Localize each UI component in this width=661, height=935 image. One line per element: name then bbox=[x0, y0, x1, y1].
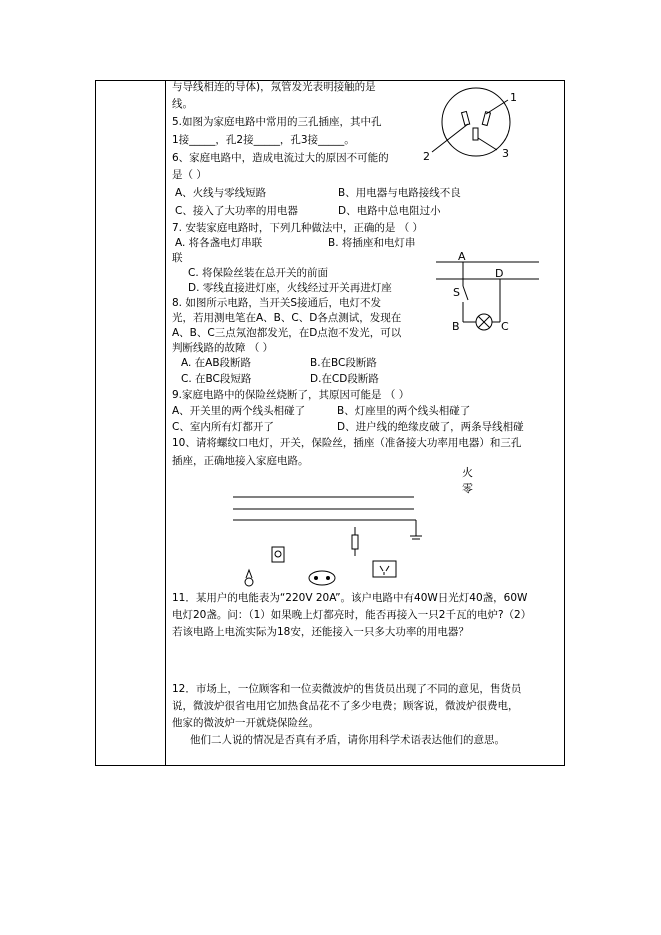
option-7b-cont: 联 bbox=[172, 252, 183, 264]
question-12: 说，微波炉很省电用它加热食品花不了多少电费；顾客说，微波炉很费电， bbox=[172, 700, 519, 712]
option-7a: A. 将各盏电灯串联 bbox=[175, 237, 263, 249]
option-6a: A、火线与零线短路 bbox=[175, 187, 267, 199]
option-6b: B、用电器与电路接线不良 bbox=[338, 187, 461, 199]
question-6: 6、家庭电路中，造成电流过大的原因不可能的 bbox=[172, 152, 389, 164]
socket-label-1: 1 bbox=[510, 91, 517, 104]
option-6c: C、接入了大功率的用电器 bbox=[175, 205, 298, 217]
question-8: 判断线路的故障 （ ） bbox=[172, 342, 274, 354]
question-10: 10、请将螺纹口电灯，开关，保险丝，插座（准备接大功率用电器）和三孔 bbox=[172, 437, 522, 449]
question-12: 他们二人说的情况是否真有矛盾，请你用科学术语表达他们的意思。 bbox=[190, 734, 505, 746]
question-5: 5.如图为家庭电路中常用的三孔插座，其中孔 bbox=[172, 116, 382, 128]
question-11: 11．某用户的电能表为“220V 20A”。该户电路中有40W日光灯40盏，60W bbox=[172, 592, 528, 604]
question-11: 电灯20盏。问：（1）如果晚上灯都亮时，能否再接入一只2千瓦的电炉?（2） bbox=[172, 609, 532, 621]
question-10: 插座，正确地接入家庭电路。 bbox=[172, 455, 309, 467]
question-8: 光，若用测电笔在A、B、C、D各点测试，发现在 bbox=[172, 312, 402, 324]
circuit-label-b: B bbox=[452, 320, 460, 333]
option-7c: C. 将保险丝装在总开关的前面 bbox=[188, 267, 329, 279]
option-8b: B.在BC段断路 bbox=[310, 357, 377, 369]
circuit-label-d: D bbox=[495, 267, 504, 280]
circuit-label-c: C bbox=[501, 320, 509, 333]
question-8: 8. 如图所示电路，当开关S接通后，电灯不发 bbox=[172, 297, 382, 309]
option-9c: C、室内所有灯都开了 bbox=[172, 421, 274, 433]
option-7d: D. 零线直接进灯座，火线经过开关再进灯座 bbox=[188, 282, 392, 294]
wiring-diagram bbox=[233, 497, 422, 586]
question-11: 若该电路上电流实际为18安，还能接入一只多大功率的用电器？ bbox=[172, 626, 469, 638]
option-9a: A、开关里的两个线头相碰了 bbox=[172, 405, 306, 417]
three-hole-socket-diagram bbox=[432, 88, 510, 156]
question-9: 9.家庭电路中的保险丝烧断了，其原因可能是 （ ） bbox=[172, 389, 410, 401]
option-9d: D、进户线的绝缘皮破了，两条导线相碰 bbox=[337, 421, 524, 433]
wire-label-fire: 火 bbox=[462, 466, 473, 479]
socket-label-2: 2 bbox=[423, 150, 430, 163]
circuit-label-a: A bbox=[458, 250, 466, 263]
question-12: 12．市场上，一位顾客和一位卖微波炉的售货员出现了不同的意见，售货员 bbox=[172, 683, 522, 695]
question-8: A、B、C三点氖泡都发光，在D点泡不发光，可以 bbox=[172, 327, 402, 339]
option-8c: C. 在BC段短路 bbox=[181, 373, 252, 385]
text-line: 线。 bbox=[172, 98, 193, 110]
option-6d: D、电路中总电阻过小 bbox=[338, 205, 441, 217]
question-7: 7. 安装家庭电路时，下列几种做法中，正确的是 （ ） bbox=[172, 222, 424, 234]
option-7b: B. 将插座和电灯串 bbox=[328, 237, 416, 249]
question-12: 他家的微波炉一开就烧保险丝。 bbox=[172, 717, 319, 729]
wire-label-zero: 零 bbox=[462, 482, 473, 495]
socket-label-3: 3 bbox=[502, 147, 509, 160]
option-9b: B、灯座里的两个线头相碰了 bbox=[337, 405, 471, 417]
question-5-blanks: 1接_____，孔2接_____，孔3接_____。 bbox=[172, 134, 355, 146]
option-8a: A. 在AB段断路 bbox=[181, 357, 252, 369]
text-line: 与导线相连的导体)，氖管发光表明接触的是 bbox=[172, 81, 376, 93]
circuit-label-s: S bbox=[453, 286, 460, 299]
option-8d: D.在CD段断路 bbox=[310, 373, 379, 385]
question-6-bracket: 是（ ） bbox=[172, 169, 207, 181]
